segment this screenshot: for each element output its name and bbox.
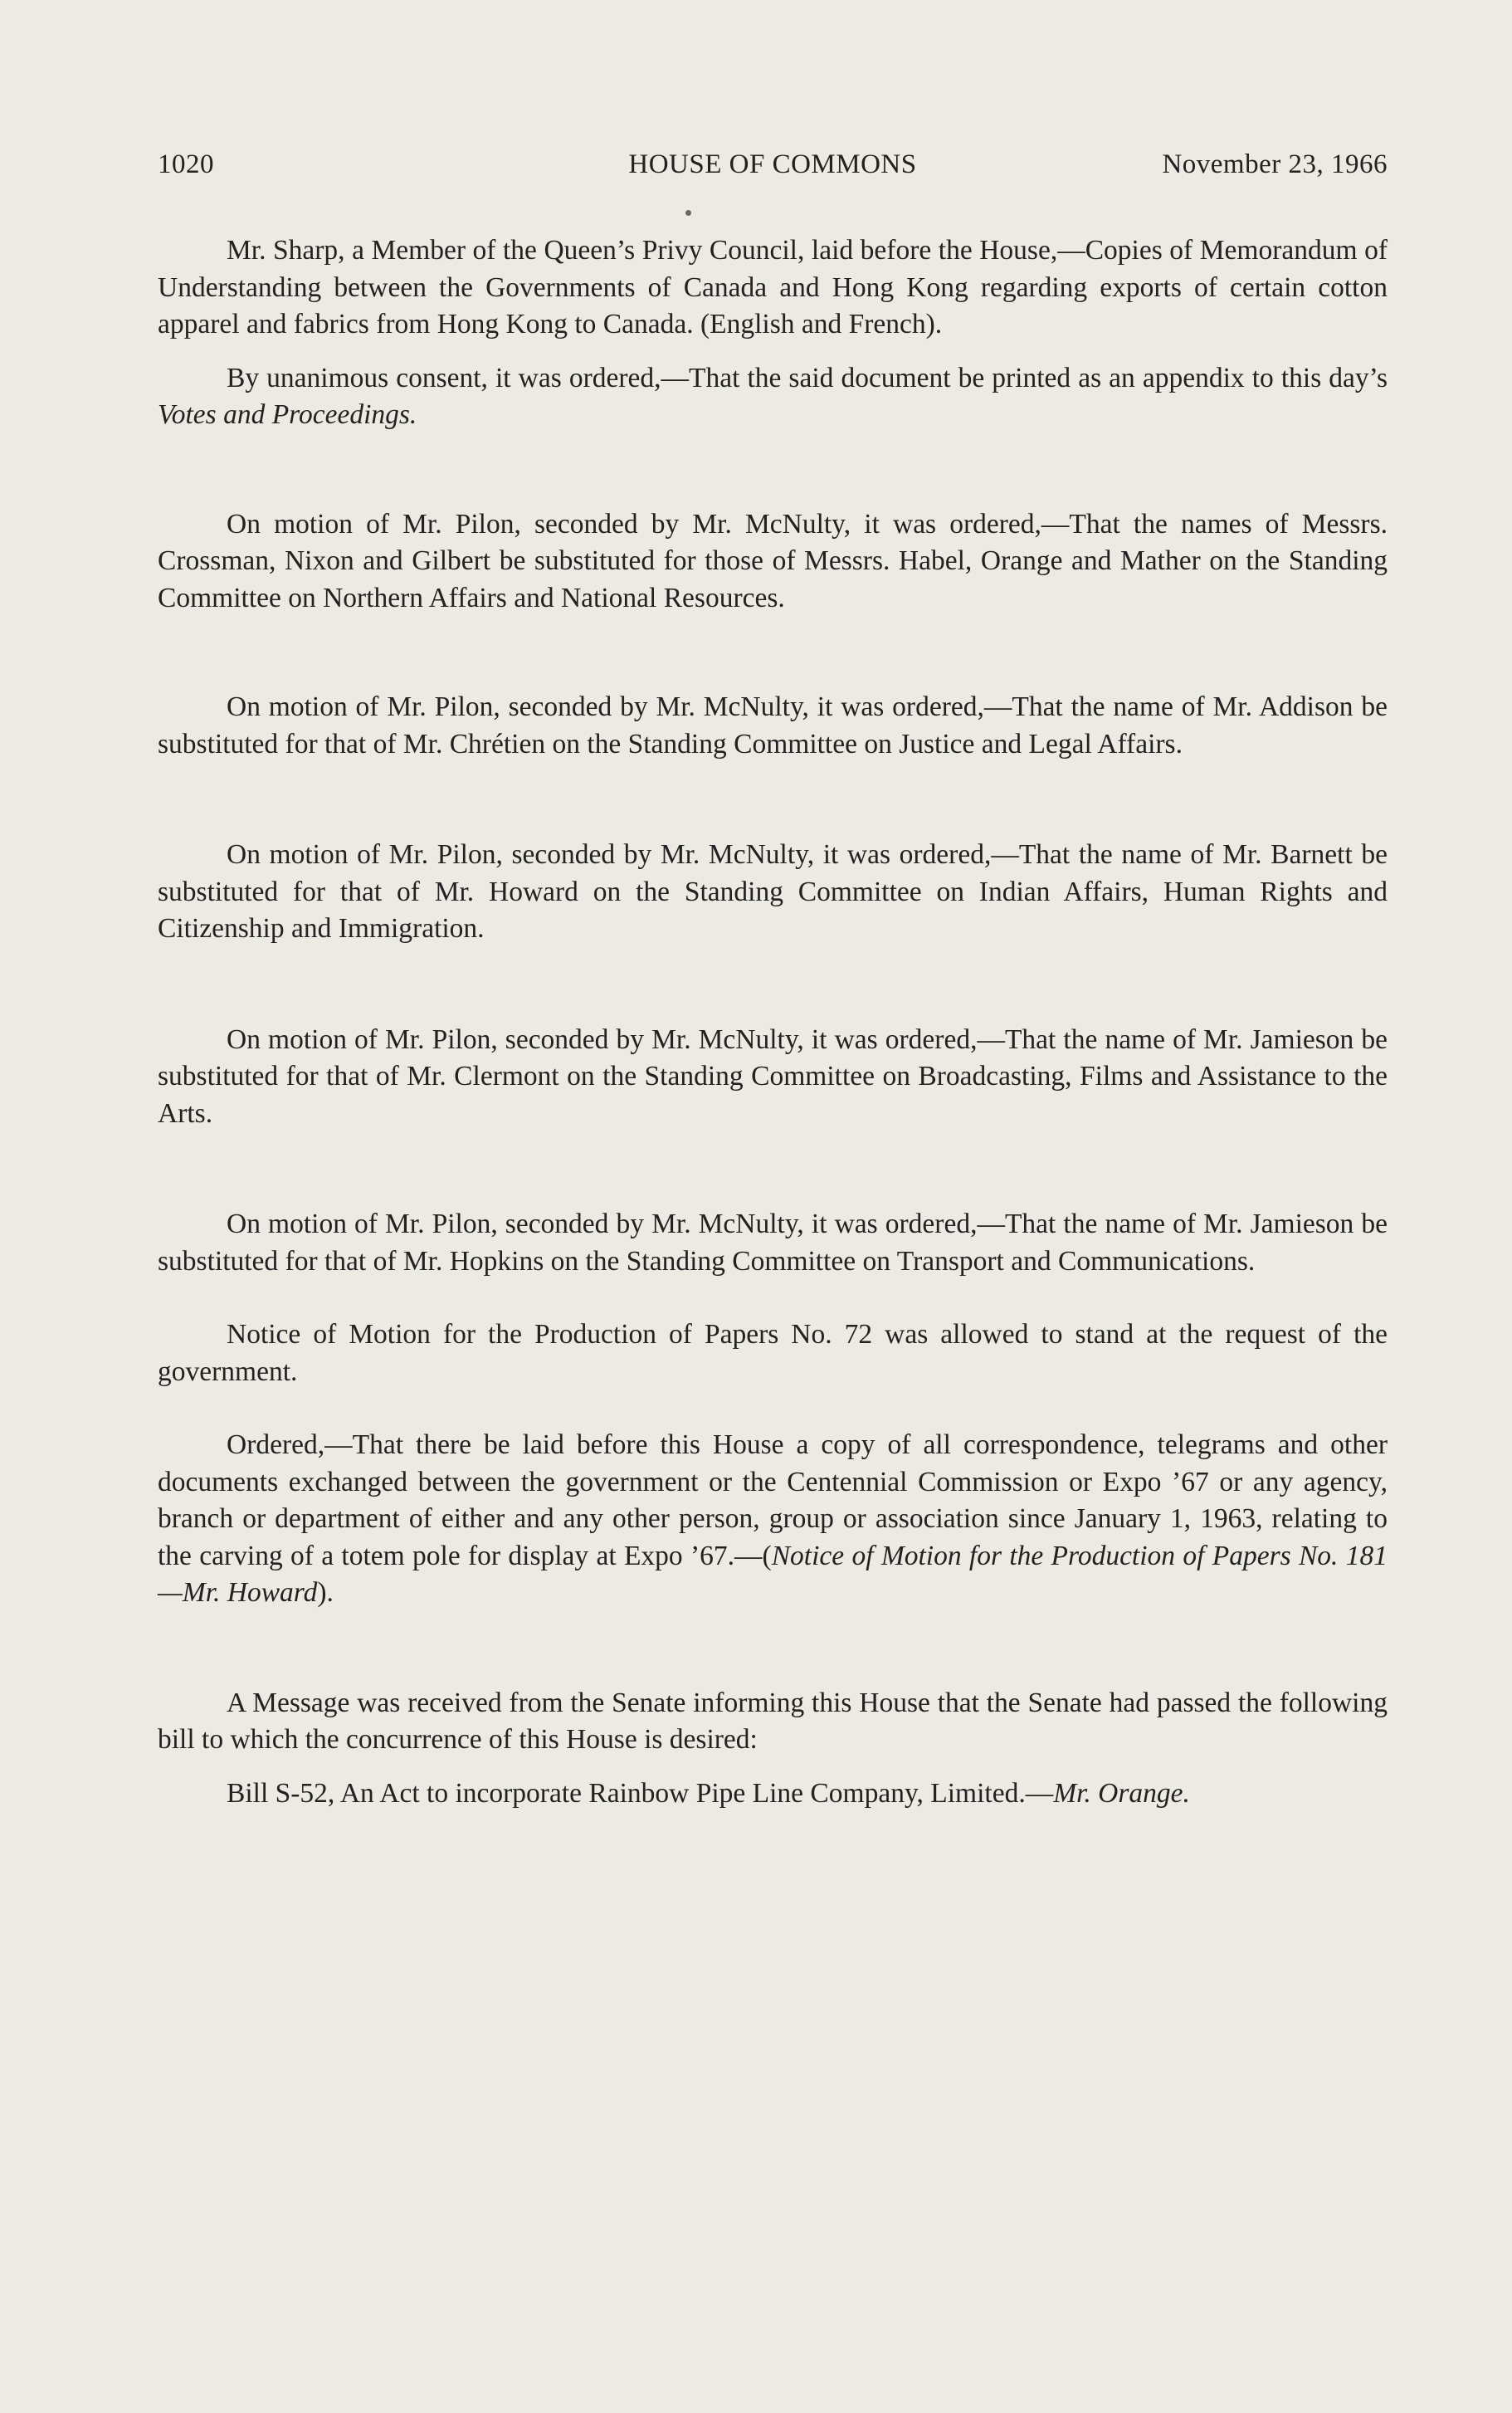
paragraph-senate-message: A Message was received from the Senate informing this House that the Senate had passed the following bill to which the concurrence of this House is desired: — [158, 1687, 1388, 1755]
page-title: HOUSE OF COMMONS — [628, 149, 917, 179]
running-head — [158, 149, 1388, 191]
page-date: November 23, 1966 — [1162, 149, 1388, 179]
paragraph-tabling-memorandum: Mr. Sharp, a Member of the Queen’s Privy Council, laid before the House,—Copies of Memorandum of Understanding between the Governments of Canada and Hong Kong regarding exports of certain cotton apparel and fabrics from Hong Kong to Canada. (English and French). — [158, 235, 1388, 339]
journal-body — [158, 232, 1388, 1812]
paragraph-italic: Votes and Proceedings. — [158, 399, 417, 430]
paragraph-text-end: ). — [317, 1577, 334, 1608]
journal-page — [158, 149, 1388, 1809]
paragraph-motion-justice: On motion of Mr. Pilon, seconded by Mr. McNulty, it was ordered,—That the name of Mr. Addison be substituted for that of Mr. Chrétien on the Standing Committee on Justice and Legal Affairs. — [158, 691, 1388, 760]
page-number: 1020 — [158, 149, 214, 179]
paragraph-italic: Notice of Motion for the Production of Papers No. 181—Mr. Howard — [158, 1540, 1388, 1608]
paragraph-motion-northern-affairs: On motion of Mr. Pilon, seconded by Mr. McNulty, it was ordered,—That the names of Messrs. Crossman, Nixon and Gilbert be substituted for those of Messrs. Habel, Orange and Mather on the Standing Committee on Northern Affairs and National Resources. — [158, 508, 1388, 613]
paragraph-notice-of-motion: Notice of Motion for the Production of Papers No. 72 was allowed to stand at the request of the government. — [158, 1319, 1388, 1387]
paragraph-text: By unanimous consent, it was ordered,—That the said document be printed as an appendix to this day’s — [227, 362, 1388, 393]
paragraph-motion-indian-affairs: On motion of Mr. Pilon, seconded by Mr. McNulty, it was ordered,—That the name of Mr. Barnett be substituted for that of Mr. Howard on the Standing Committee on Indian Affairs, Human Rights and Citizenship and Immigration. — [158, 839, 1388, 944]
paragraph-motion-transport: On motion of Mr. Pilon, seconded by Mr. McNulty, it was ordered,—That the name of Mr. Jamieson be substituted for that of Mr. Hopkins on the Standing Committee on Transport and Communications. — [158, 1209, 1388, 1277]
paragraph-text: Bill S-52, An Act to incorporate Rainbow Pipe Line Company, Limited.— — [227, 1777, 1054, 1809]
paragraph-unanimous-consent — [158, 360, 1388, 434]
printer-mark — [685, 210, 691, 216]
paragraph-text: Ordered,—That there be laid before this House a copy of all correspondence, telegrams and other documents exchanged between the government or the Centennial Commission or Expo ’67 or any agency, branch or department of either and any other person, group or association since January 1, 1963, relating to the carving of a totem pole for display at Expo ’67.—( — [158, 1429, 1388, 1571]
paragraph-italic: Mr. Orange. — [1053, 1777, 1190, 1809]
paragraph-motion-broadcasting: On motion of Mr. Pilon, seconded by Mr. McNulty, it was ordered,—That the name of Mr. Jamieson be substituted for that of Mr. Clermont on the Standing Committee on Broadcasting, Films and Assistance to the Arts. — [158, 1023, 1388, 1129]
paragraph-ordered-totem-pole — [158, 1427, 1388, 1612]
paragraph-bill-s52 — [158, 1776, 1388, 1813]
